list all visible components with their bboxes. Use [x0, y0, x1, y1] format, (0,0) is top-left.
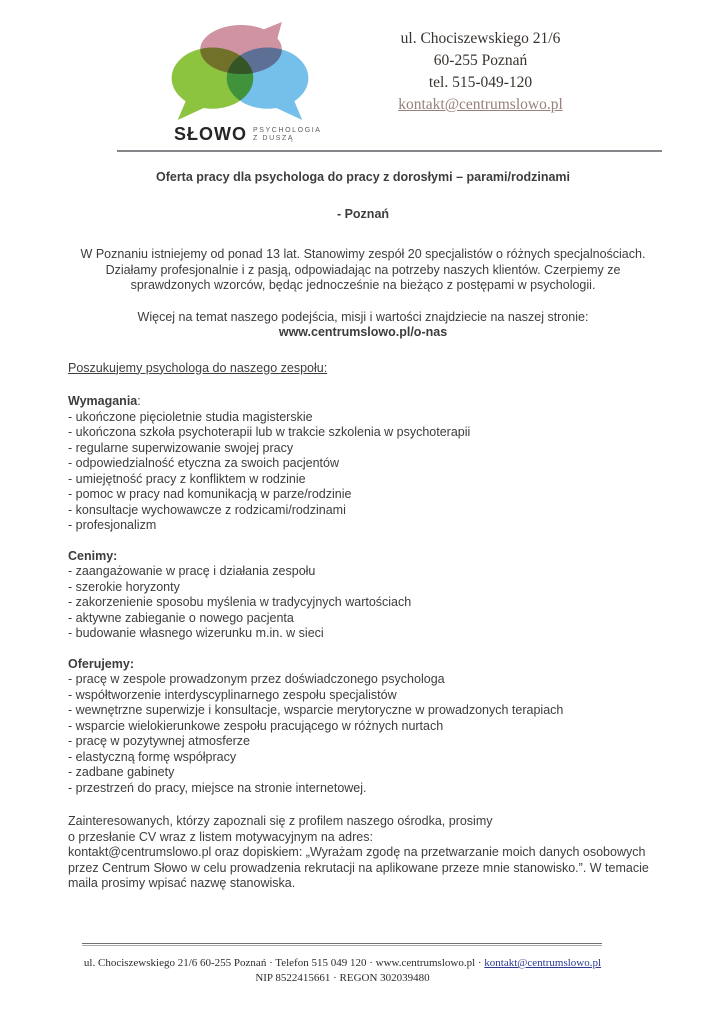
list-item: - odpowiedzialność etyczna za swoich pacjentów — [68, 456, 339, 470]
footer-divider — [82, 943, 602, 946]
logo-text — [170, 124, 320, 145]
more-info-text: Więcej na temat naszego podejścia, misji i wartości znajdziecie na naszej stronie: — [137, 309, 589, 324]
list-item: - aktywne zabieganie o nowego pacjenta — [68, 610, 294, 625]
list-item: - zadbane gabinety — [68, 765, 175, 779]
list-item: - ukończona szkoła psychoterapii lub w trakcie szkolenia w psychoterapii — [68, 425, 471, 439]
website-url: www.centrumslowo.pl/o-nas — [278, 325, 448, 339]
header-email-link[interactable]: kontakt@centrumslowo.pl — [398, 96, 563, 113]
list-item: - zaangażowanie w pracę i działania zespołu — [68, 564, 316, 578]
list-item: - budowanie własnego wizerunku m.in. w sieci — [68, 626, 324, 640]
list-item: - regularne superwizowanie swojej pracy — [68, 440, 294, 455]
list-item: - konsultacje wychowawcze z rodzicami/rodzinami — [68, 502, 346, 517]
footer — [75, 956, 610, 986]
values-heading: Cenimy: — [68, 548, 118, 563]
offer-section — [68, 657, 658, 797]
values-list — [68, 564, 658, 642]
list-item: - pracę w zespole prowadzonym przez doświadczonego psychologa — [68, 672, 445, 686]
requirements-section: Wymagania: - ukończone pięcioletnie studia magisterskie - ukończona szkoła psychoterapii lub w trakcie szkolenia w psychoterapii - regularne superwizowanie swojej pracy - odpowiedzialność etyczna za swoich pacjentów - umiejętność pracy z konfliktem w rodzinie - pomoc w pracy nad komunikacją w parze/rodzinie - konsultacje wychowawcze z rodzicami/rodzinami - profesjonalizm — [68, 394, 658, 534]
more-info-paragraph — [68, 310, 658, 341]
company-logo — [170, 22, 320, 145]
list-item: - wsparcie wielokierunkowe zespołu pracującego w różnych nurtach — [68, 718, 444, 733]
list-item: - przestrzeń do pracy, miejsce na stronie internetowej. — [68, 780, 367, 795]
header-divider — [117, 150, 662, 152]
speech-bubbles-icon — [170, 22, 310, 121]
header-contact-block — [363, 28, 598, 116]
footer-contact-line: ul. Chociszewskiego 21/6 60-255 Poznań · Telefon 515 049 120 · www.centrumslowo.pl · kontakt@centrumslowo.pl — [83, 957, 602, 969]
list-item: - elastyczną formę współpracy — [68, 749, 237, 764]
values-section — [68, 549, 658, 642]
offer-heading: Oferujemy: — [68, 656, 134, 671]
list-item: - szerokie horyzonty — [68, 579, 180, 594]
header-address-line2: 60-255 Poznań — [433, 52, 528, 69]
list-item: - zakorzenienie sposobu myślenia w tradycyjnych wartościach — [68, 595, 412, 609]
brand-tagline: PSYCHOLOGIA Z DUSZĄ — [253, 126, 322, 142]
list-item: - profesjonalizm — [68, 518, 157, 532]
document-body — [68, 170, 658, 892]
requirements-list — [68, 410, 658, 534]
job-offer-title: Oferta pracy dla psychologa do pracy z dorosłymi – parami/rodzinami — [155, 170, 570, 184]
list-item: - umiejętność pracy z konfliktem w rodzinie — [68, 471, 306, 486]
position-heading: Poszukujemy psychologa do naszego zespołu: — [68, 360, 328, 375]
brand-name: SŁOWO — [174, 124, 247, 144]
job-offer-location: - Poznań — [336, 206, 390, 221]
list-item: - wewnętrzne superwizje i konsultacje, wsparcie merytoryczne w prowadzonych terapiach — [68, 703, 564, 717]
header-address-line1: ul. Chociszewskiego 21/6 — [400, 30, 561, 47]
list-item: - ukończone pięcioletnie studia magisterskie — [68, 409, 313, 424]
offer-list — [68, 672, 658, 796]
blue-speech-bubble-icon — [227, 48, 309, 120]
closing-paragraph: Zainteresowanych, którzy zapoznali się z profilem naszego ośrodka, prosimy o przesłanie CV wraz z listem motywacyjnym na adres: kontakt@centrumslowo.pl oraz dopiskiem: „Wyrażam zgodę na przetwarzanie moich danych osobowych przez Centrum Słowo w celu prowadzenia rekrutacji na aplikowane przeze mnie stanowisko.”. W temacie maila prosimy wpisać nazwę stanowiska. — [68, 814, 649, 890]
list-item: - współtworzenie interdyscyplinarnego zespołu specjalistów — [68, 687, 397, 702]
header-phone: tel. 515-049-120 — [428, 74, 533, 91]
footer-registration-line: NIP 8522415661 · REGON 302039480 — [255, 972, 430, 984]
footer-email-link[interactable]: kontakt@centrumslowo.pl — [484, 957, 602, 969]
requirements-heading: Wymagania — [68, 394, 138, 408]
intro-paragraph: W Poznaniu istniejemy od ponad 13 lat. Stanowimy zespół 20 specjalistów o różnych specjalnościach. Działamy profesjonalnie i z pasją, odpowiadając na potrzeby naszych klientów. Czerpiemy ze sprawdzonych wzorców, będąc jednocześnie na bieżąco z postępami w psychologii. — [80, 247, 646, 292]
list-item: - pomoc w pracy nad komunikacją w parze/rodzinie — [68, 487, 352, 501]
list-item: - pracę w pozytywnej atmosferze — [68, 734, 251, 748]
